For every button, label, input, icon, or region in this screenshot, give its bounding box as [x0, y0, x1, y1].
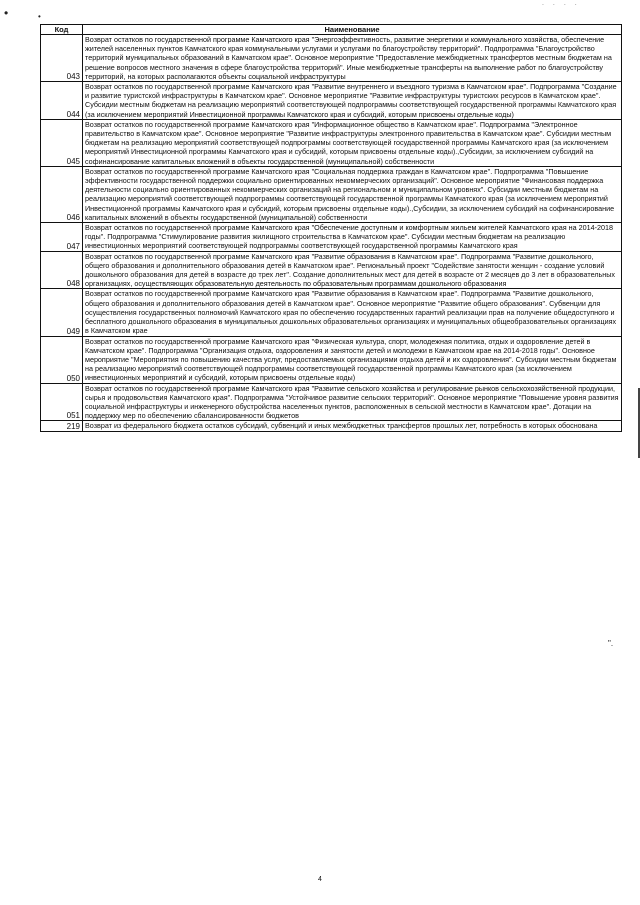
table-body: [41, 35, 622, 432]
table-row: [41, 119, 622, 166]
row-code: 046: [41, 166, 83, 222]
row-code: 051: [41, 383, 83, 421]
row-code: 043: [41, 35, 83, 82]
table-header-row: [41, 25, 622, 35]
row-code: 048: [41, 251, 83, 289]
row-description: Возврат остатков по государственной программе Камчатского края "Обеспечение доступным и комфортным жильем жителей Камчатского края на 2014-2018 годы". Подпрограмма "Стимулирование развития жилищного строительства в Камчатском крае". Субсидии местным бюджетам на реализацию инвестиционных мероприятий соответствующей подпрограммы соответствующей государственной программы Камчатского края: [83, 223, 622, 252]
row-code: 044: [41, 82, 83, 120]
table-row: [41, 35, 622, 82]
row-code: 049: [41, 289, 83, 336]
budget-codes-table: [40, 24, 622, 432]
row-code: 219: [41, 421, 83, 431]
table-row: [41, 289, 622, 336]
page-number: 4: [318, 876, 322, 883]
header-name: Наименование: [83, 25, 622, 35]
margin-dot-mark: •: [38, 12, 41, 21]
row-description: Возврат остатков по государственной программе Камчатского края "Развитие образования в Камчатском крае". Подпрограмма "Развитие дошкольного, общего образования и дополнительного образования детей в Камчатском крае". Региональный проект "Содействие занятости женщин - создание условий дошкольного образования для детей в возрасте до трех лет". Создание дополнительных мест для детей в возрасте от 2 месяцев до 3 лет в образовательных организациях, осуществляющих образовательную деятельность по образовательным программам дошкольного образования: [83, 251, 622, 289]
row-description: Возврат из федерального бюджета остатков субсидий, субвенций и иных межбюджетных трансфертов прошлых лет, потребность в которых обоснована: [83, 421, 622, 431]
table-row: [41, 166, 622, 222]
margin-bullet-mark: •: [4, 6, 9, 20]
table-row: [41, 251, 622, 289]
row-description: Возврат остатков по государственной программе Камчатского края "Развитие образования в Камчатском крае". Подпрограмма "Развитие дошкольного, общего образования и дополнительного образования детей в Камчатском крае". Основное мероприятие "Развитие общего образования". Субвенции для осуществления государственных полномочий Камчатского края по обеспечению государственных гарантий реализации прав на получение общедоступного и бесплатного дошкольного образования в муниципальных дошкольных образовательных организациях и муниципальных общеобразовательных организациях в Камчатском крае: [83, 289, 622, 336]
table-row: [41, 336, 622, 383]
table-row: [41, 421, 622, 431]
row-description: Возврат остатков по государственной программе Камчатского края "Энергоэффективность, развитие энергетики и коммунального хозяйства, обеспечение жителей населенных пунктов Камчатского края коммунальными услугами и услугами по благоустройству территорий". Подпрограмма "Благоустройство территорий муниципальных образований в Камчатском крае". Основное мероприятие "Предоставление межбюджетных трансфертов местным бюджетам на решение вопросов местного значения в сфере благоустройства территорий". Иные межбюджетные трансферты на выполнение работ по благоустройству территорий, на которых располагаются объекты социальной инфраструктуры: [83, 35, 622, 82]
trailing-quote-mark: ".: [608, 639, 614, 648]
table-row: [41, 223, 622, 252]
top-right-scan-mark: · · · ·: [541, 0, 580, 9]
row-code: 047: [41, 223, 83, 252]
row-description: Возврат остатков по государственной программе Камчатского края "Развитие внутреннего и въездного туризма в Камчатском крае". Подпрограмма "Создание и развитие туристской инфраструктуры в Камчатском крае". Основное мероприятие "Развитие инфраструктуры туристских ресурсов в Камчатском крае". Субсидии местным бюджетам на реализацию мероприятий соответствующей подпрограммы соответствующей государственной программы Камчатского края (за исключением мероприятий Инвестиционной программы Камчатского края и субсидий, которым присвоены отдельные коды): [83, 82, 622, 120]
row-code: 050: [41, 336, 83, 383]
row-description: Возврат остатков по государственной программе Камчатского края "Информационное общество в Камчатском крае". Подпрограмма "Электронное правительство в Камчатском крае". Основное мероприятие "Развитие инфраструктуры электронного правительства в Камчатском крае". Субсидии местным бюджетам на реализацию мероприятий соответствующей подпрограммы соответствующей государственной программы Камчатского края (за исключением мероприятий Инвестиционной программы Камчатского края и субсидий, которым присвоены отдельные коды).,Субсидии, за исключением субсидий на софинансирование капитальных вложений в объекты государственной (муниципальной) собственности: [83, 119, 622, 166]
row-description: Возврат остатков по государственной программе Камчатского края "Физическая культура, спорт, молодежная политика, отдых и оздоровление детей в Камчатском крае". Подпрограмма "Организация отдыха, оздоровления и занятости детей и молодежи в Камчатском крае на 2014-2018 годы". Основное мероприятие "Мероприятия по повышению качества услуг, предоставляемых организациями отдыха детей и их оздоровления". Субсидии местным бюджетам на реализацию мероприятий соответствующей подпрограммы соответствующей государственной программы Камчатского края (за исключением инвестиционных мероприятий и субсидий, которым присвоены отдельные коды): [83, 336, 622, 383]
row-description: Возврат остатков по государственной программе Камчатского края "Развитие сельского хозяйства и регулирование рынков сельскохозяйственной продукции, сырья и продовольствия Камчатского края". Подпрограмма "Устойчивое развитие сельских территорий". Основное мероприятие "Повышение уровня развития социальной инфраструктуры и инженерного обустройства населенных пунктов, расположенных в сельской местности в Камчатском крае". Дотации на поддержку мер по обеспечению сбалансированности бюджетов: [83, 383, 622, 421]
table-row: [41, 383, 622, 421]
table-row: [41, 82, 622, 120]
row-code: 045: [41, 119, 83, 166]
header-code: Код: [41, 25, 83, 35]
row-description: Возврат остатков по государственной программе Камчатского края "Социальная поддержка граждан в Камчатском крае". Подпрограмма "Повышение эффективности государственной поддержки социально ориентированных некоммерческих организаций". Основное мероприятие "Финансовая поддержка деятельности социально ориентированных некоммерческих организаций на региональном и муниципальном уровнях". Субсидии местным бюджетам на реализацию мероприятий соответствующей подпрограммы соответствующей государственной программы Камчатского края (за исключением мероприятий Инвестиционной программы Камчатского края и субсидий, которым присвоены отдельные коды).,Субсидии, за исключением субсидий на софинансирование капитальных вложений в объекты государственной (муниципальной) собственности: [83, 166, 622, 222]
